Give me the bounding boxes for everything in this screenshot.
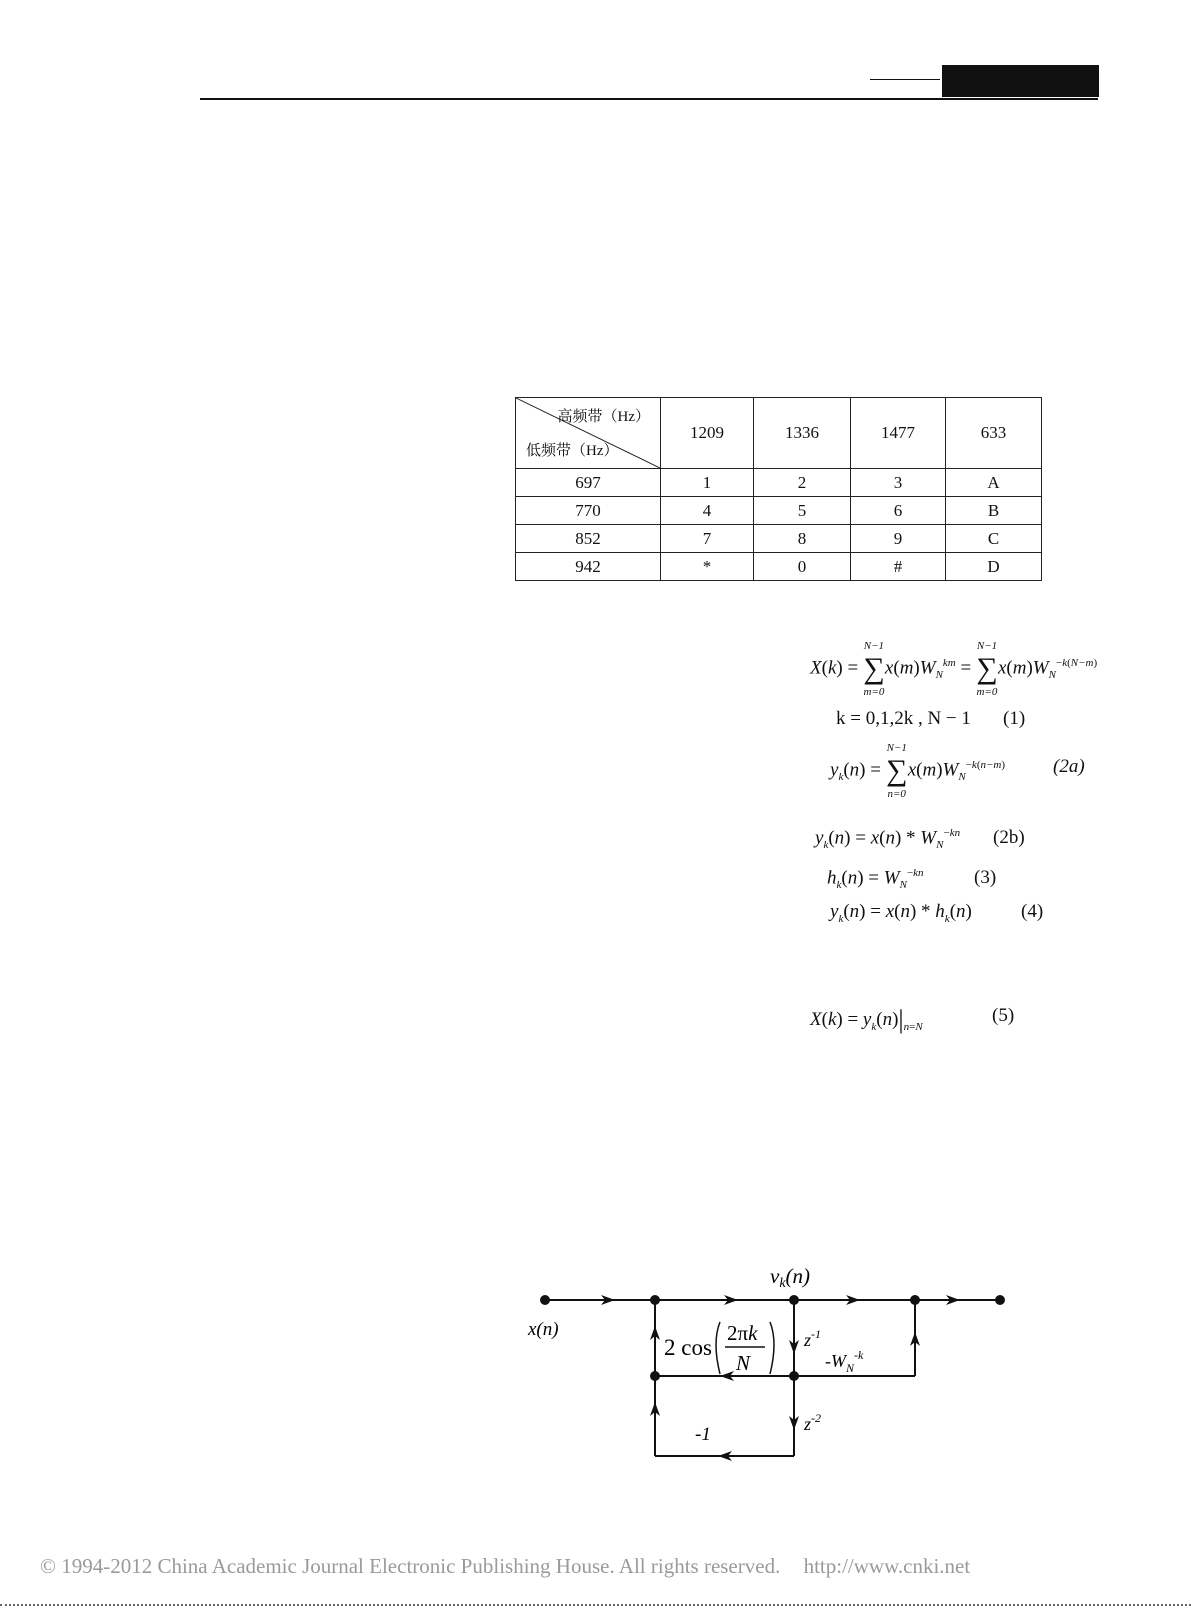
equation-number: (2b): [993, 827, 1025, 848]
equation-4: $y_k(n) = x(n) * h_k(n)$: [830, 901, 972, 925]
copyright-text: © 1994-2012 China Academic Journal Electronic Publishing House. All rights reserved.: [40, 1554, 781, 1578]
key-cell: 3: [851, 469, 946, 497]
left-paren: [716, 1322, 720, 1374]
equation-5: $X(k) = y_k(n)|_{n=N}$: [810, 1005, 923, 1034]
table-row: [516, 525, 1042, 553]
copyright-footer: [40, 1554, 970, 1579]
key-cell: 0: [754, 553, 851, 581]
equation-1-range: k = 0,1,2k , N − 1: [836, 708, 971, 729]
key-cell: *: [661, 553, 754, 581]
table-corner-cell: [516, 398, 661, 469]
node-dot: [540, 1295, 550, 1305]
node-dot: [995, 1295, 1005, 1305]
input-label: x(n): [528, 1319, 559, 1340]
key-cell: 1: [661, 469, 754, 497]
equation-2a: $y_k(n)$ = N−1 ∑ n=0 $x(m)W_N^{-k(n-m)}$: [830, 742, 1006, 800]
delay-z2-label: $z^{-2}$: [804, 1411, 822, 1434]
footer-url[interactable]: http://www.cnki.net: [803, 1554, 971, 1578]
high-freq-cell: 633: [946, 398, 1042, 469]
high-freq-cell: 1209: [661, 398, 754, 469]
table-row: [516, 553, 1042, 581]
header-thin-rule: [870, 79, 940, 80]
node-dot: [789, 1295, 799, 1305]
equation-number: (4): [1021, 901, 1044, 922]
key-cell: 5: [754, 497, 851, 525]
footer-dotted-line: [0, 1604, 1191, 1606]
header-rule: [200, 98, 1098, 100]
equation-1-sum: X(k) = N−1 ∑ m=0 $x(m)W_N^{km}$ = N−1 ∑ m=0 $x(m)W_N^{-k(N-m)}$: [810, 640, 1098, 698]
equation-number: (2a): [1053, 756, 1085, 777]
gain-numerator: 2πk: [727, 1321, 758, 1345]
key-cell: C: [946, 525, 1042, 553]
key-cell: 6: [851, 497, 946, 525]
high-freq-cell: 1336: [754, 398, 851, 469]
gain-w-label: $-W_N^{-k}$: [825, 1348, 864, 1375]
goertzel-flow-diagram: [520, 1250, 1020, 1470]
key-cell: D: [946, 553, 1042, 581]
key-cell: B: [946, 497, 1042, 525]
delay-z1-label: $z^{-1}$: [804, 1327, 822, 1350]
gain-denominator: N: [736, 1351, 751, 1375]
equation-number: (5): [992, 1005, 1015, 1026]
low-freq-cell: 942: [516, 553, 661, 581]
low-freq-cell: 852: [516, 525, 661, 553]
key-cell: 7: [661, 525, 754, 553]
key-cell: 2: [754, 469, 851, 497]
key-cell: #: [851, 553, 946, 581]
table-header-row: [516, 398, 1042, 469]
gain-2cos: 2 cos: [664, 1335, 712, 1360]
node-dot: [789, 1371, 799, 1381]
high-freq-cell: 1477: [851, 398, 946, 469]
key-cell: 9: [851, 525, 946, 553]
table-row: [516, 469, 1042, 497]
key-cell: 4: [661, 497, 754, 525]
node-dot: [650, 1295, 660, 1305]
right-paren: [770, 1322, 774, 1374]
key-cell: 8: [754, 525, 851, 553]
dtmf-frequency-table: [515, 397, 1042, 581]
equation-number: (1): [1003, 708, 1026, 729]
gain-minus1-label: -1: [695, 1424, 711, 1445]
node-dot: [650, 1371, 660, 1381]
equation-3: $h_k(n) = W_N^{-kn}$: [827, 867, 924, 892]
equation-2b: $y_k(n) = x(n) * W_N^{-kn}$: [815, 827, 961, 852]
header-black-block: [942, 65, 1099, 97]
low-freq-cell: 697: [516, 469, 661, 497]
key-cell: A: [946, 469, 1042, 497]
equation-number: (3): [974, 867, 997, 888]
node-vk-label: vk(n): [770, 1264, 811, 1291]
header-high-band: 高频带（Hz）: [557, 409, 650, 425]
header-low-band: 低频带（Hz）: [526, 443, 619, 459]
node-dot: [910, 1295, 920, 1305]
low-freq-cell: 770: [516, 497, 661, 525]
table-row: [516, 497, 1042, 525]
